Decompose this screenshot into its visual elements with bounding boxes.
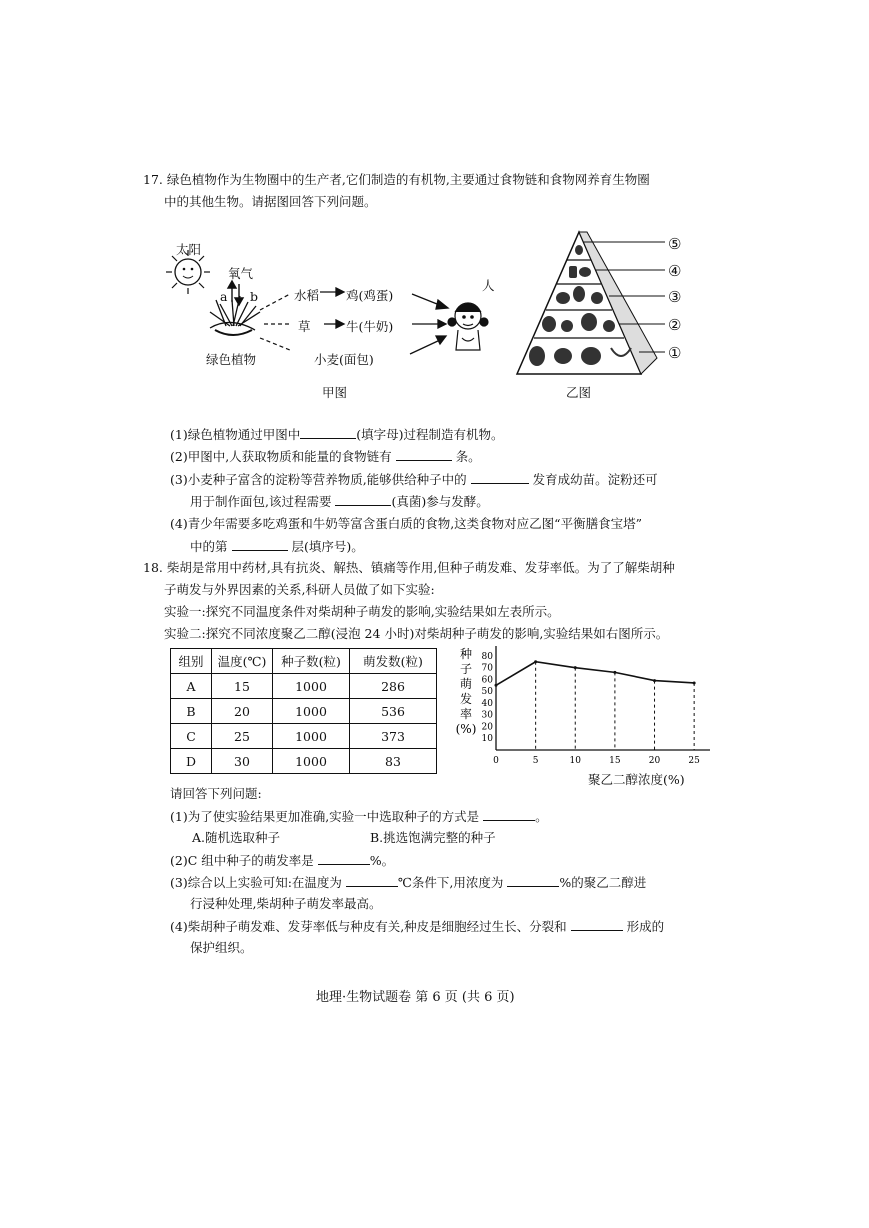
q17-sub2-text-b: 条。 (455, 449, 481, 464)
answer-blank[interactable] (396, 448, 452, 461)
y-tick-label: 10 (481, 734, 493, 745)
table-row (171, 674, 437, 699)
data-point (534, 660, 537, 663)
page-footer: 地理·生物试题卷 第 6 页 (共 6 页) (316, 990, 515, 1005)
chain2-producer: 草 (298, 319, 311, 334)
x-tick-label: 20 (648, 756, 661, 766)
data-point (495, 684, 498, 687)
table-cell: 1000 (273, 699, 350, 724)
table-header: 温度(℃) (212, 649, 273, 674)
answer-blank[interactable] (318, 852, 370, 865)
answer-blank[interactable] (483, 808, 535, 821)
y-tick-label: 40 (481, 698, 493, 709)
series-line (496, 662, 694, 686)
human-label: 人 (482, 278, 495, 293)
germination-table (170, 648, 437, 774)
child-icon (448, 303, 488, 350)
q18-sub1-text-b: 。 (535, 809, 548, 824)
process-a-label: a (220, 289, 228, 304)
figure-jia (160, 228, 490, 408)
answer-blank[interactable] (346, 874, 398, 887)
answer-blank[interactable] (571, 918, 623, 931)
q18-sub4-text-b: 形成的 (626, 919, 665, 934)
pyramid-level-1: ① (668, 344, 682, 362)
x-tick-label: 0 (493, 756, 499, 766)
q18-answer-intro: 请回答下列问题: (170, 786, 262, 801)
q18-sub2 (170, 852, 394, 869)
chart-xlabel: 聚乙二醇浓度(%) (588, 772, 685, 787)
answer-blank[interactable] (507, 874, 559, 887)
table-cell: C (171, 724, 212, 749)
table-header: 种子数(粒) (273, 649, 350, 674)
q17-sub3-text-d: (真菌)参与发酵。 (391, 494, 489, 509)
table-cell: D (171, 749, 212, 774)
q18-sub3-text-c: %的聚乙二醇进 (559, 875, 647, 890)
data-point (574, 666, 577, 669)
data-point (653, 679, 656, 682)
table-cell: 1000 (273, 749, 350, 774)
table-cell: 15 (212, 674, 273, 699)
pyramid-level-5: ⑤ (668, 235, 682, 253)
table-row (171, 724, 437, 749)
table-cell: 1000 (273, 724, 350, 749)
chain2-consumer: 牛(牛奶) (346, 319, 394, 334)
oxygen-label: 氧气 (228, 266, 254, 281)
figure-jia-caption: 甲图 (322, 385, 348, 400)
q18-stem-line1: 18. 柴胡是常用中药材,具有抗炎、解热、镇痛等作用,但种子萌发难、发芽率低。为了了解柴胡种 (143, 560, 675, 575)
y-tick-label: 80 (481, 651, 493, 662)
answer-blank[interactable] (471, 471, 529, 484)
figure-jia-drawing (160, 228, 490, 408)
q17-sub2-text-a: (2)甲图中,人获取物质和能量的食物链有 (170, 449, 392, 464)
food-pyramid-drawing (515, 228, 665, 380)
q17-sub3-text-c: 用于制作面包,该过程需要 (190, 494, 332, 509)
y-tick-label: 60 (481, 675, 493, 686)
q17-sub3-text-b: 发育成幼苗。淀粉还可 (532, 472, 658, 487)
x-tick-label: 5 (532, 756, 539, 766)
table-header-row (171, 649, 437, 674)
x-tick-label: 15 (609, 756, 621, 766)
answer-blank[interactable] (335, 493, 391, 506)
q18-sub2-text-a: (2)C 组中种子的萌发率是 (170, 853, 314, 868)
q17-sub1-text-b: (填字母)过程制造有机物。 (356, 427, 504, 442)
q18-stem-line2: 子萌发与外界因素的关系,科研人员做了如下实验: (164, 582, 435, 597)
answer-blank[interactable] (232, 538, 288, 551)
pyramid-level-4: ④ (668, 262, 682, 280)
pyramid-level-3: ③ (668, 288, 682, 306)
chart-ylabel-char: 子 (459, 662, 473, 676)
x-tick-label: 25 (688, 756, 700, 766)
q18-sub3-line2: 行浸种处理,柴胡种子萌发率最高。 (190, 896, 382, 911)
q17-sub4-line2 (190, 538, 364, 555)
chain1-consumer: 鸡(鸡蛋) (346, 288, 394, 303)
q18-sub1 (170, 808, 548, 825)
table-header: 组别 (171, 649, 212, 674)
q17-sub1-text-a: (1)绿色植物通过甲图中 (170, 427, 301, 442)
x-tick-label: 10 (569, 756, 581, 766)
y-tick-label: 70 (481, 663, 493, 674)
q18-sub2-text-b: %。 (369, 853, 395, 868)
q17-sub3-line1 (170, 471, 658, 488)
chart-ylabel-char: 率 (459, 707, 473, 721)
table-cell: 25 (212, 724, 273, 749)
process-b-label: b (250, 289, 259, 304)
table-cell: 536 (350, 699, 437, 724)
table-cell: A (171, 674, 212, 699)
chain3-label: 小麦(面包) (314, 352, 374, 367)
data-point (693, 681, 696, 684)
q18-exp2: 实验二:探究不同浓度聚乙二醇(浸泡 24 小时)对柴胡种子萌发的影响,实验结果如右图所示。 (164, 626, 669, 641)
q17-sub2 (170, 448, 481, 465)
chart-ylabel-char: (%) (455, 722, 477, 736)
q18-sub4-text-a: (4)柴胡种子萌发难、发芽率低与种皮有关,种皮是细胞经过生长、分裂和 (170, 919, 567, 934)
q17-sub4-text-b: 层(填序号)。 (291, 539, 364, 554)
y-tick-label: 20 (481, 722, 493, 733)
germination-rate-chart (452, 644, 712, 790)
table-row (171, 749, 437, 774)
y-tick-label: 50 (481, 687, 493, 698)
q17-sub3-line2 (190, 493, 489, 510)
q18-exp1: 实验一:探究不同温度条件对柴胡种子萌发的影响,实验结果如左表所示。 (164, 604, 560, 619)
chart-ylabel-char: 发 (459, 692, 473, 706)
chart-ylabel-char: 萌 (459, 677, 473, 691)
figure-yi-caption: 乙图 (566, 385, 592, 400)
table-row (171, 699, 437, 724)
pyramid-level-2: ② (668, 316, 682, 334)
q17-sub4-line1: (4)青少年需要多吃鸡蛋和牛奶等富含蛋白质的食物,这类食物对应乙图“平衡膳食宝塔” (170, 516, 642, 531)
table-cell: 30 (212, 749, 273, 774)
option-a: A.随机选取种子 (192, 830, 281, 845)
sun-label: 太阳 (176, 242, 202, 257)
q18-sub4-line1 (170, 918, 664, 935)
chart-ylabel-char: 种 (459, 647, 473, 661)
table-header: 萌发数(粒) (350, 649, 437, 674)
q17-sub4-text-a: 中的第 (190, 539, 228, 554)
option-b: B.挑选饱满完整的种子 (370, 830, 496, 845)
q18-sub4-line2: 保护组织。 (190, 940, 253, 955)
plant-label: 绿色植物 (206, 352, 257, 367)
chain1-producer: 水稻 (294, 288, 320, 303)
q17-stem-line1: 17. 绿色植物作为生物圈中的生产者,它们制造的有机物,主要通过食物链和食物网养育生物圈 (143, 172, 650, 187)
table-cell: 286 (350, 674, 437, 699)
table-cell: 373 (350, 724, 437, 749)
figure-yi (515, 228, 665, 380)
q18-sub3-line1 (170, 874, 646, 891)
data-point (613, 671, 616, 674)
q18-sub3-text-a: (3)综合以上实验可知:在温度为 (170, 875, 342, 890)
y-tick-label: 30 (481, 710, 493, 721)
table-cell: 1000 (273, 674, 350, 699)
q17-stem-line2: 中的其他生物。请据图回答下列问题。 (164, 194, 377, 209)
table-cell: 83 (350, 749, 437, 774)
gas-exchange-arrows (228, 281, 243, 305)
q18-sub3-text-b: ℃条件下,用浓度为 (397, 875, 504, 890)
table-cell: 20 (212, 699, 273, 724)
answer-blank[interactable] (300, 426, 356, 439)
q18-sub1-text-a: (1)为了使实验结果更加准确,实验一中选取种子的方式是 (170, 809, 480, 824)
q17-sub3-text-a: (3)小麦种子富含的淀粉等营养物质,能够供给种子中的 (170, 472, 467, 487)
table-cell: B (171, 699, 212, 724)
q17-sub1 (170, 426, 503, 443)
